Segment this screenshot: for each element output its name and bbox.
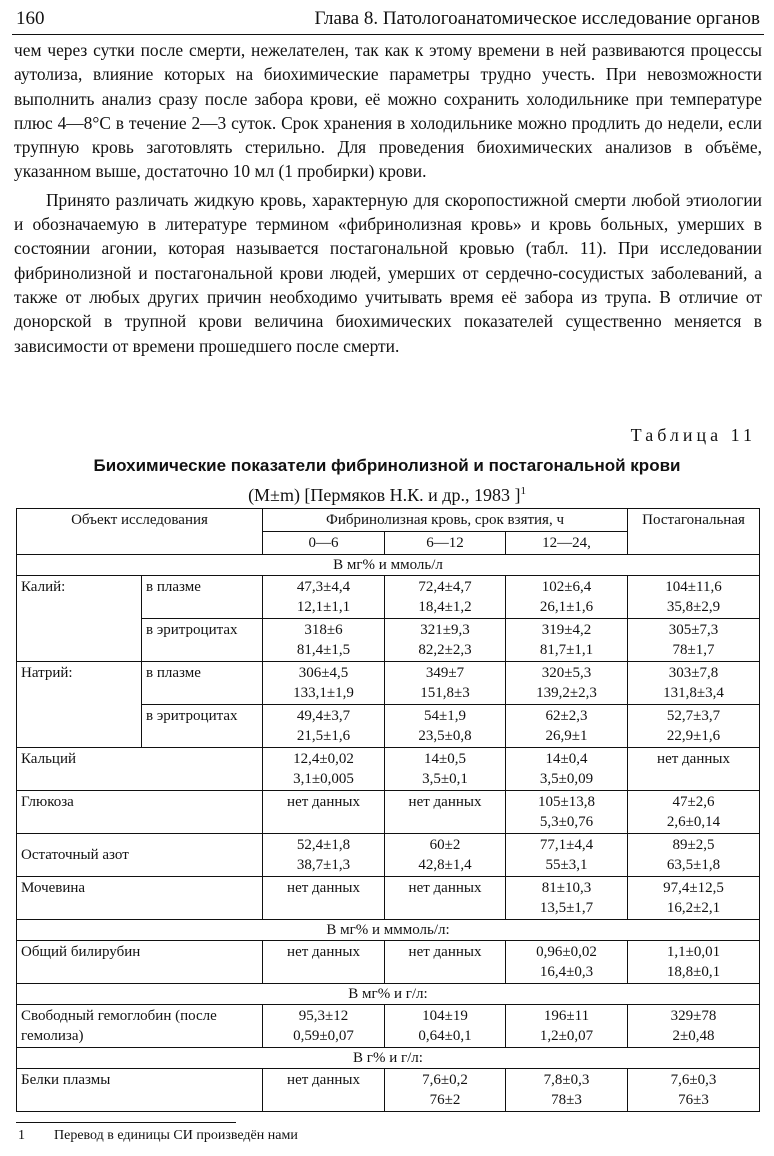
cell-value: нет данных	[263, 941, 385, 984]
cell-value: 14±0,5 3,5±0,1	[385, 748, 506, 791]
paragraph: Принято различать жидкую кровь, характерную для скоропостижной смерти любой этиологии и обозначаемую в литературе термином «фибринолизная кровь» и кровь больных, умерших в состоянии агонии, которая называется постагональной кровью (табл. 11). При исследовании фибринолизной и постагональной крови людей, умерших от сердечно-сосудистых заболеваний, а также от любых других причин необходимо учитывать время её забора из трупа. В отличие от донорской в трупной крови величина биохимических показателей существенно меняется в зависимости от времени прошедшего после смерти.	[14, 189, 762, 356]
sub-label-plasma: в плазме	[142, 662, 263, 705]
page-header	[12, 4, 764, 35]
cell-value: 7,8±0,3 78±3	[506, 1069, 628, 1112]
cell-value: 97,4±12,5 16,2±2,1	[628, 877, 760, 920]
cell-value: 102±6,4 26,1±1,6	[506, 576, 628, 619]
unit-row: В мг% и ммоль/л	[17, 555, 760, 576]
footnote-divider	[16, 1122, 236, 1123]
cell-value: 77,1±4,4 55±3,1	[506, 834, 628, 877]
cell-value: 305±7,3 78±1,7	[628, 619, 760, 662]
sub-label-plasma: в плазме	[142, 576, 263, 619]
page-number: 160	[16, 8, 45, 29]
cell-value: нет данных	[385, 877, 506, 920]
row-label-urea: Мочевина	[17, 877, 263, 920]
cell-value: 72,4±4,7 18,4±1,2	[385, 576, 506, 619]
cell-value: нет данных	[628, 748, 760, 791]
header-object: Объект исследования	[17, 509, 263, 555]
cell-value: 319±4,2 81,7±1,1	[506, 619, 628, 662]
row-label-residual-nitrogen: Остаточный азот	[17, 834, 263, 877]
header-t3: 12—24,	[506, 532, 628, 555]
cell-value: 196±11 1,2±0,07	[506, 1005, 628, 1048]
cell-value: 14±0,4 3,5±0,09	[506, 748, 628, 791]
cell-value: 52,7±3,7 22,9±1,6	[628, 705, 760, 748]
cell-value: 7,6±0,2 76±2	[385, 1069, 506, 1112]
cell-value: нет данных	[385, 941, 506, 984]
cell-value: 105±13,8 5,3±0,76	[506, 791, 628, 834]
row-label-plasma-proteins: Белки плазмы	[17, 1069, 263, 1112]
footnote	[18, 1128, 298, 1144]
header-t1: 0—6	[263, 532, 385, 555]
cell-value: 321±9,3 82,2±2,3	[385, 619, 506, 662]
cell-value: 329±78 2±0,48	[628, 1005, 760, 1048]
cell-value: 60±2 42,8±1,4	[385, 834, 506, 877]
header-post: Постагональная	[628, 509, 760, 555]
footnote-ref: 1	[520, 485, 526, 497]
table-subtitle	[0, 480, 774, 506]
chapter-title: Глава 8. Патологоанатомическое исследование органов	[314, 8, 760, 29]
body-text	[14, 38, 762, 358]
cell-value: нет данных	[263, 791, 385, 834]
data-table	[16, 508, 760, 1112]
cell-value: 95,3±12 0,59±0,07	[263, 1005, 385, 1048]
table-title: Биохимические показатели фибринолизной и постагональной крови	[93, 456, 681, 475]
cell-value: 12,4±0,02 3,1±0,005	[263, 748, 385, 791]
cell-value: 7,6±0,3 76±3	[628, 1069, 760, 1112]
cell-value: 303±7,8 131,8±3,4	[628, 662, 760, 705]
row-label-calcium: Кальций	[17, 748, 263, 791]
cell-value: 47,3±4,4 12,1±1,1	[263, 576, 385, 619]
footnote-number: 1	[18, 1128, 25, 1143]
cell-value: 89±2,5 63,5±1,8	[628, 834, 760, 877]
cell-value: 47±2,6 2,6±0,14	[628, 791, 760, 834]
cell-value: 318±6 81,4±1,5	[263, 619, 385, 662]
header-fibrin: Фибринолизная кровь, срок взятия, ч	[263, 509, 628, 532]
row-label-sodium: Натрий:	[17, 662, 142, 748]
cell-value: нет данных	[263, 1069, 385, 1112]
cell-value: нет данных	[263, 877, 385, 920]
cell-value: 81±10,3 13,5±1,7	[506, 877, 628, 920]
cell-value: 306±4,5 133,1±1,9	[263, 662, 385, 705]
cell-value: 349±7 151,8±3	[385, 662, 506, 705]
table-label: Таблица 11	[630, 425, 756, 445]
header-t2: 6—12	[385, 532, 506, 555]
sub-label-erythrocytes: в эритроцитах	[142, 705, 263, 748]
row-label-glucose: Глюкоза	[17, 791, 263, 834]
cell-value: 52,4±1,8 38,7±1,3	[263, 834, 385, 877]
cell-value: 1,1±0,01 18,8±0,1	[628, 941, 760, 984]
cell-value: 49,4±3,7 21,5±1,6	[263, 705, 385, 748]
cell-value: 320±5,3 139,2±2,3	[506, 662, 628, 705]
unit-row: В г% и г/л:	[17, 1048, 760, 1069]
footnote-text: Перевод в единицы СИ произведён нами	[54, 1128, 298, 1143]
table-subtitle-text: (M±m) [Пермяков Н.К. и др., 1983 ]	[248, 485, 521, 505]
paragraph: чем через сутки после смерти, нежелателен, так как к этому времени в ней развиваются процессы аутолиза, влияние которых на биохимические параметры трудно учесть. При невозможности выполнить анализ сразу после забора крови, её можно сохранить холодильнике при температуре плюс 4—8°С в течение 2—3 суток. Срок хранения в холодильнике можно продлить до недели, если трупную кровь заготовлять стерильно. Для проведения биохимических анализов в объёме, указанном выше, достаточно 10 мл (1 пробирки) крови.	[14, 40, 762, 182]
cell-value: 62±2,3 26,9±1	[506, 705, 628, 748]
cell-value: нет данных	[385, 791, 506, 834]
sub-label-erythrocytes: в эритроцитах	[142, 619, 263, 662]
cell-value: 104±11,6 35,8±2,9	[628, 576, 760, 619]
row-label-bilirubin: Общий билирубин	[17, 941, 263, 984]
unit-row: В мг% и г/л:	[17, 984, 760, 1005]
cell-value: 54±1,9 23,5±0,8	[385, 705, 506, 748]
unit-row: В мг% и мммоль/л:	[17, 920, 760, 941]
cell-value: 0,96±0,02 16,4±0,3	[506, 941, 628, 984]
cell-value: 104±19 0,64±0,1	[385, 1005, 506, 1048]
row-label-potassium: Калий:	[17, 576, 142, 662]
row-label-hemoglobin: Свободный гемоглобин (после гемолиза)	[17, 1005, 263, 1048]
